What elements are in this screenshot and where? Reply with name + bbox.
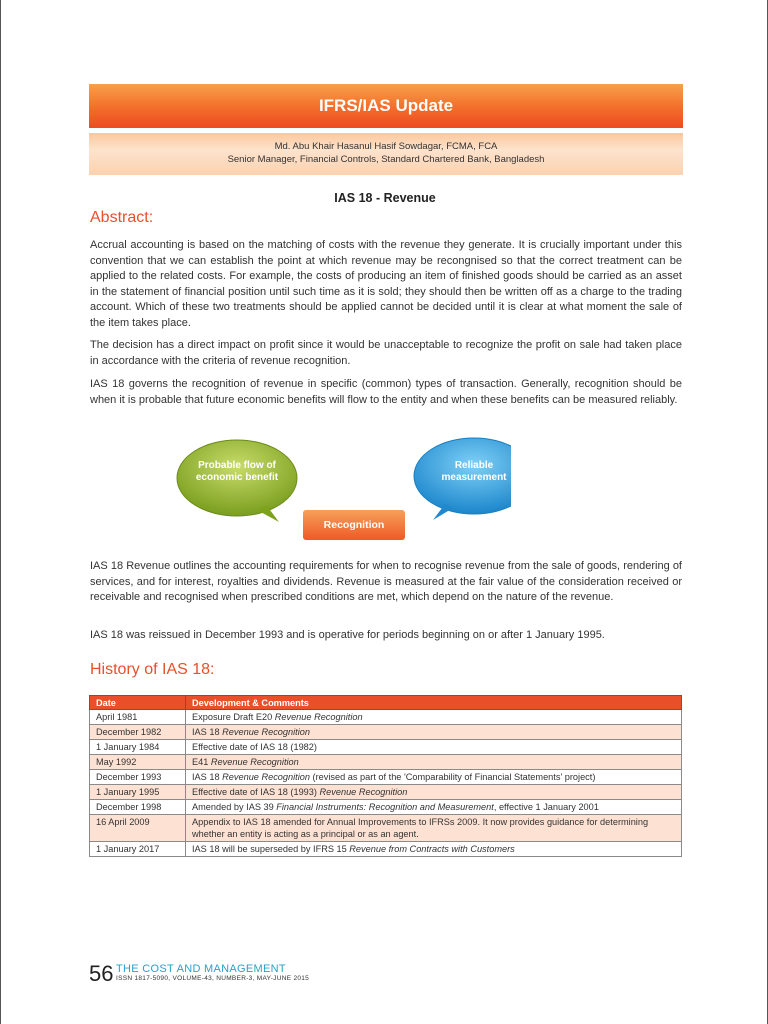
column-header-development: Development & Comments <box>186 696 682 710</box>
development-text: Effective date of IAS 18 (1993) <box>192 787 320 797</box>
right-bubble-text: Reliable measurement <box>441 460 507 483</box>
row-development <box>186 740 682 755</box>
development-text: Appendix to IAS 18 amended for Annual Improvements to IFRSs 2009. It now provides guidance for determining whether an entity is acting as a principal or as an agent. <box>192 817 649 839</box>
article-title: IAS 18 - Revenue <box>334 191 436 205</box>
row-development <box>186 725 682 740</box>
development-text: Effective date of IAS 18 (1982) <box>192 742 317 752</box>
development-title: Financial Instruments: Recognition and Measurement <box>276 802 494 812</box>
development-text: IAS 18 <box>192 772 223 782</box>
development-suffix: (revised as part of the 'Comparability of Financial Statements' project) <box>310 772 596 782</box>
table-row <box>90 785 682 800</box>
table-row <box>90 770 682 785</box>
table-header-row <box>90 696 682 710</box>
page-number: 56 <box>89 961 114 986</box>
row-date: April 1981 <box>90 710 186 725</box>
row-date: 1 January 1984 <box>90 740 186 755</box>
table-row <box>90 710 682 725</box>
row-date: 16 April 2009 <box>90 815 186 842</box>
table-row <box>90 800 682 815</box>
development-text: IAS 18 <box>192 727 223 737</box>
development-text: E41 <box>192 757 211 767</box>
journal-issn: ISSN 1817-5090, VOLUME-43, NUMBER-3, MAY-JUNE 2015 <box>116 975 310 982</box>
table-row <box>90 815 682 842</box>
development-text: Exposure Draft E20 <box>192 712 275 722</box>
history-table <box>89 695 682 857</box>
section-banner: IFRS/IAS Update <box>89 84 683 128</box>
development-title: Revenue Recognition <box>274 712 363 722</box>
recognition-box: Recognition <box>303 510 405 540</box>
author-name: Md. Abu Khair Hasanul Hasif Sowdagar, FCMA, FCA <box>274 141 498 152</box>
column-header-date: Date <box>90 696 186 710</box>
development-title: Revenue from Contracts with Customers <box>349 844 515 854</box>
table-row <box>90 755 682 770</box>
row-date: December 1998 <box>90 800 186 815</box>
table-row <box>90 842 682 857</box>
development-title: Revenue Recognition <box>222 727 310 737</box>
author-byline <box>89 133 683 175</box>
row-development <box>186 800 682 815</box>
row-date: May 1992 <box>90 755 186 770</box>
author-position: Senior Manager, Financial Controls, Standard Chartered Bank, Bangladesh <box>227 154 545 165</box>
table-row <box>90 725 682 740</box>
row-date: December 1993 <box>90 770 186 785</box>
development-title: Revenue Recognition <box>319 787 408 797</box>
table-row <box>90 740 682 755</box>
journal-title: THE COST AND MANAGEMENT <box>116 963 286 975</box>
development-text: IAS 18 will be superseded by IFRS 15 <box>192 844 350 854</box>
row-date: December 1982 <box>90 725 186 740</box>
row-development <box>186 710 682 725</box>
abstract-paragraph-2: The decision has a direct impact on profit since it would be unacceptable to recognize the profit on sale had taken place in accordance with the criteria of revenue recognition. <box>90 339 682 367</box>
development-text: Amended by IAS 39 <box>192 802 277 812</box>
abstract-paragraph-1: Accrual accounting is based on the matching of costs with the revenue they generate. It is crucially important under this convention that we can establish the point at which revenue may be recongnised so that the correct treatment can be applied to the related costs. For example, the costs of producing an item of finished goods should be carried as an asset in the statement of financial position until such time as it is sold; they should then be written off as a charge to the trading account. Which of these two treatments should be applied cannot be decided until it is clear at what moment the sale of the item takes place. <box>90 239 682 329</box>
row-development <box>186 770 682 785</box>
abstract-paragraph-3: IAS 18 governs the recognition of revenue in specific (common) types of transaction. Generally, recognition should be when it is probable that future economic benefits will flow to the entity and when these benefits can be measured reliably. <box>90 378 682 406</box>
history-heading: History of IAS 18: <box>90 661 215 678</box>
development-title: Revenue Recognition <box>210 757 299 767</box>
left-bubble-text: Probable flow of economic benefit <box>195 460 279 483</box>
row-date: 1 January 2017 <box>90 842 186 857</box>
body-paragraph-2: IAS 18 was reissued in December 1993 and is operative for periods beginning on or after 1 January 1995. <box>90 629 605 641</box>
row-development <box>186 815 682 842</box>
row-development <box>186 785 682 800</box>
abstract-heading: Abstract: <box>90 209 154 226</box>
row-development <box>186 842 682 857</box>
development-title: Revenue Recognition <box>222 772 310 782</box>
row-date: 1 January 1995 <box>90 785 186 800</box>
row-development <box>186 755 682 770</box>
body-paragraph-1: IAS 18 Revenue outlines the accounting requirements for when to recognise revenue from the sale of goods, rendering of services, and for interest, royalties and dividends. Revenue is measured at the fair value of the consideration received or receivable and recognised when prescribed conditions are met, which depend on the nature of the revenue. <box>90 560 682 603</box>
history-table-body <box>90 710 682 857</box>
development-suffix: , effective 1 January 2001 <box>493 802 599 812</box>
